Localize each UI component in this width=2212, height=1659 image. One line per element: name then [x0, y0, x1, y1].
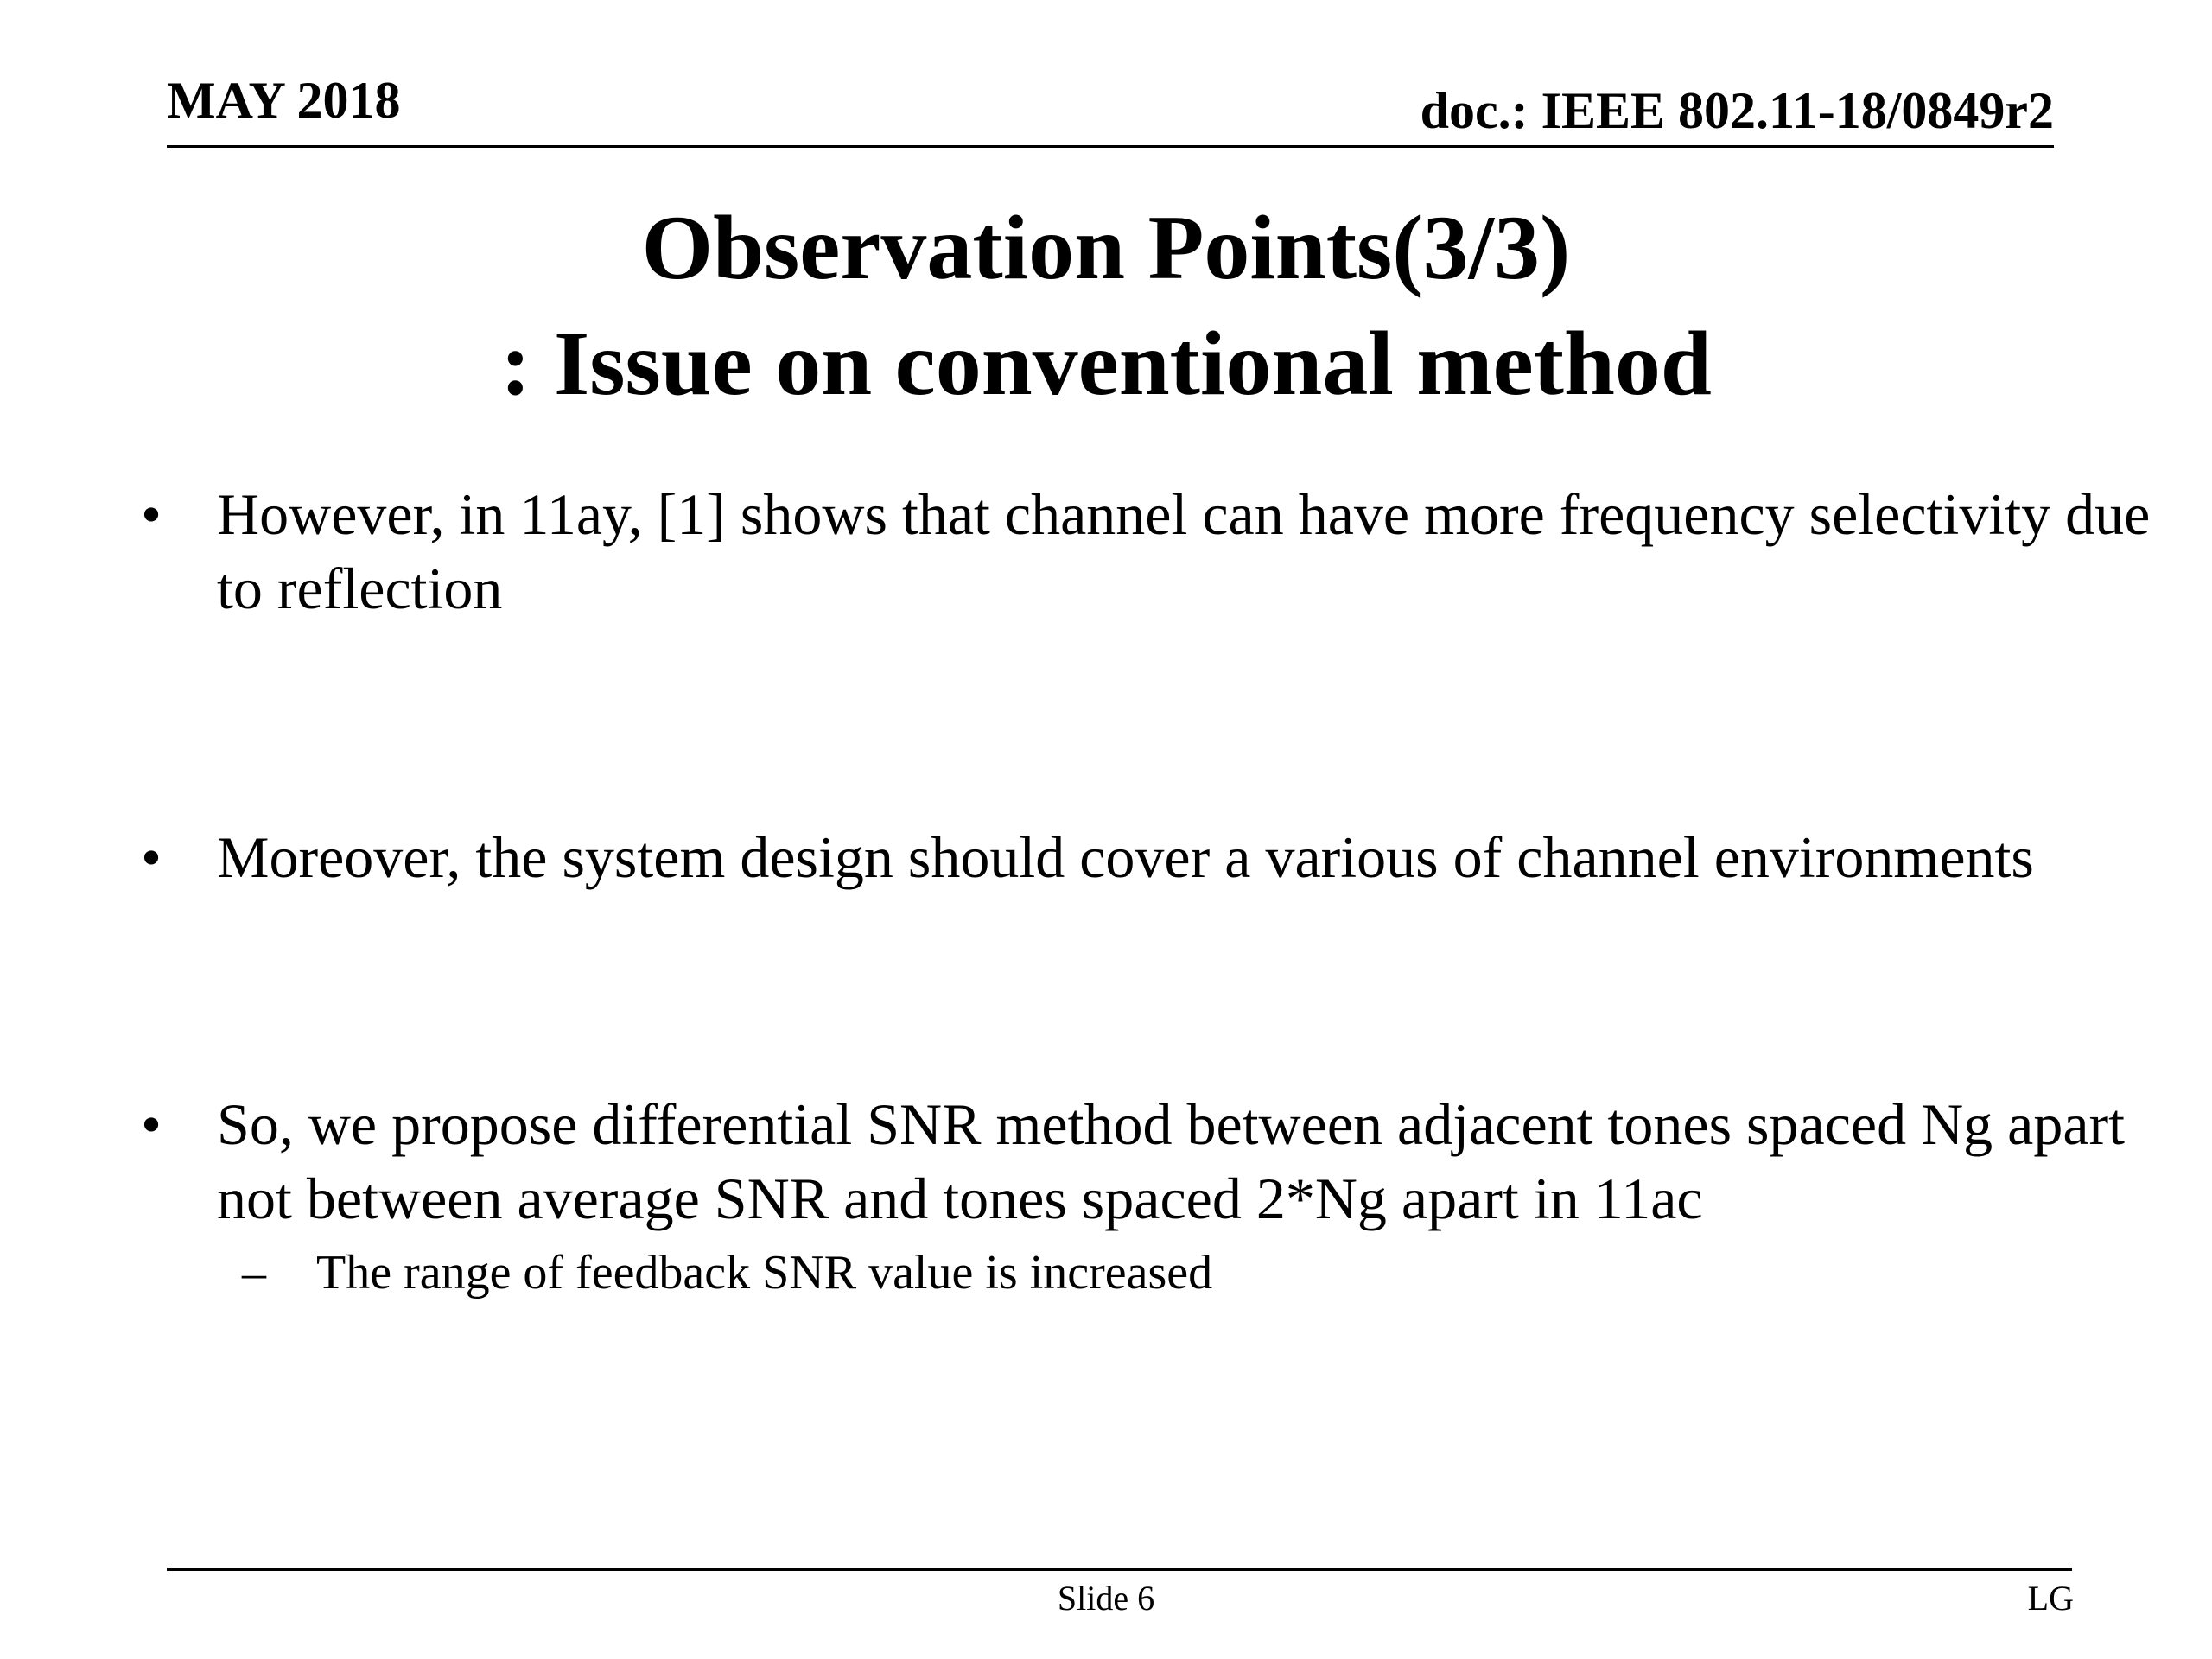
header-doc-id: doc.: IEEE 802.11-18/0849r2 — [1420, 82, 2054, 139]
sub-bullet-text: The range of feedback SNR value is increased — [316, 1246, 1213, 1300]
slide-title-line-2: : Issue on conventional method — [500, 313, 1712, 414]
bullet-marker: • — [141, 481, 162, 547]
bullet-marker: • — [141, 824, 162, 890]
slide-title — [0, 190, 2212, 422]
header-date: MAY 2018 — [167, 72, 401, 129]
sub-bullet-marker: – — [242, 1246, 266, 1300]
bullet-text: However, in 11ay, [1] shows that channel can have more frequency selectivity due to reflection — [217, 481, 2151, 621]
bullet-marker: • — [141, 1091, 162, 1157]
footer-divider — [167, 1568, 2072, 1571]
bullet-text: So, we propose differential SNR method between adjacent tones spaced Ng apart not between average SNR and tones spaced 2*Ng apart in 11ac — [217, 1091, 2126, 1231]
bullet-text: Moreover, the system design should cover a various of channel environments — [217, 824, 2034, 890]
footer-slide-number: Slide 6 — [1057, 1579, 1155, 1618]
footer-organization: LG — [2027, 1579, 2074, 1618]
slide-title-line-1: Observation Points(3/3) — [641, 197, 1571, 298]
header-divider — [167, 145, 2054, 148]
